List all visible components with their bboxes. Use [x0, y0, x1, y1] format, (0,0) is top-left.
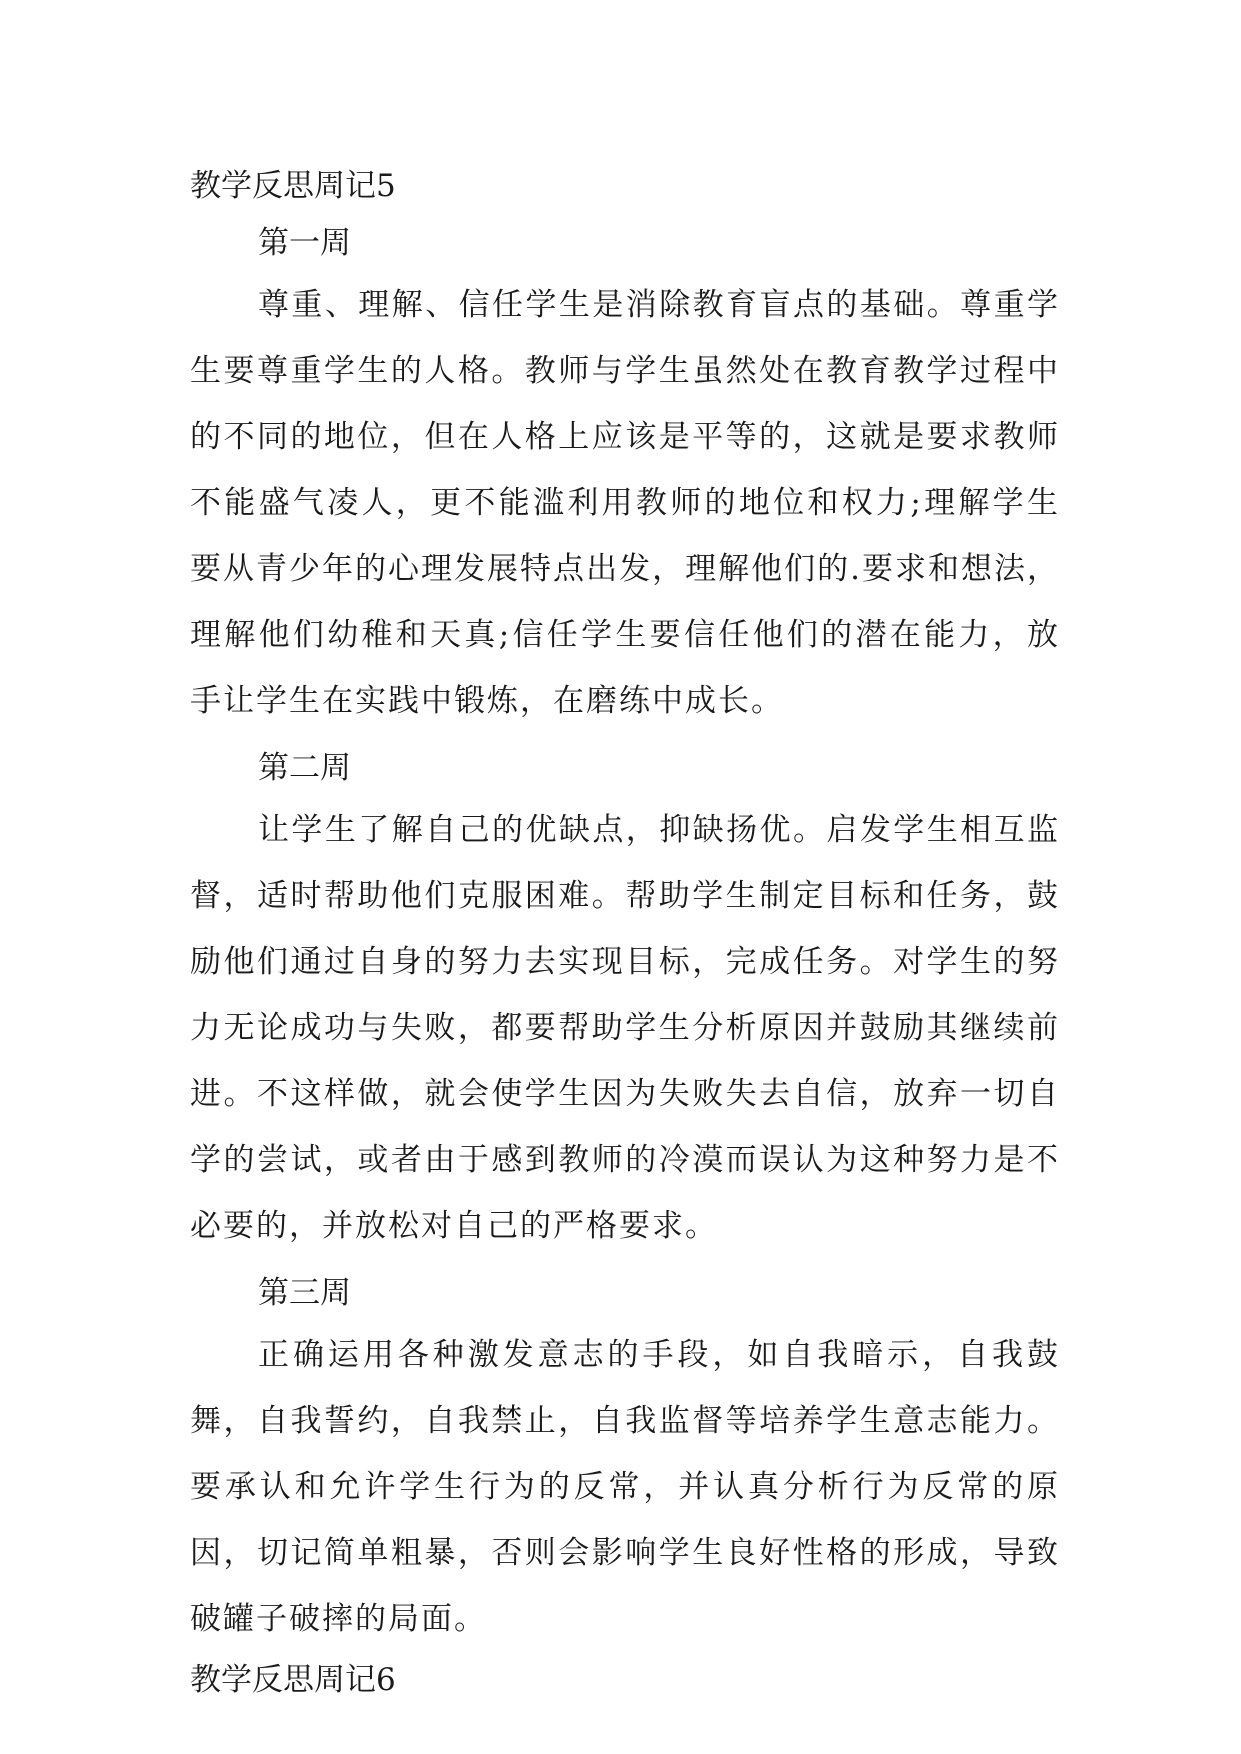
week-paragraph-1: 尊重、理解、信任学生是消除教育盲点的基础。尊重学生要尊重学生的人格。教师与学生虽然处在教育教学过程中的不同的地位，但在人格上应该是平等的，这就是要求教师不能盛气凌人，更不能滥利用教师的地位和权力;理解学生要从青少年的心理发展特点出发，理解他们的.要求和想法，理解他们幼稚和天真;信任学生要信任他们的潜在能力，放手让学生在实践中锻炼，在磨练中成长。 [190, 287, 1060, 719]
week-heading-1: 第一周 [258, 225, 351, 261]
next-document-title: 教学反思周记6 [190, 1662, 396, 1698]
document-page [190, 158, 1060, 1709]
week-paragraph-3: 正确运用各种激发意志的手段，如自我暗示，自我鼓舞，自我誓约，自我禁止，自我监督等培养学生意志能力。要承认和允许学生行为的反常，并认真分析行为反常的原因，切记简单粗暴，否则会影响学生良好性格的形成，导致破罐子破摔的局面。 [190, 1337, 1060, 1637]
document-title: 教学反思周记5 [190, 168, 396, 204]
week-heading-2: 第二周 [258, 750, 351, 786]
week-paragraph-2: 让学生了解自己的优缺点，抑缺扬优。启发学生相互监督，适时帮助他们克服困难。帮助学生制定目标和任务，鼓励他们通过自身的努力去实现目标，完成任务。对学生的努力无论成功与失败，都要帮助学生分析原因并鼓励其继续前进。不这样做，就会使学生因为失败失去自信，放弃一切自学的尝试，或者由于感到教师的冷漠而误认为这种努力是不必要的，并放松对自己的严格要求。 [190, 812, 1060, 1244]
week-heading-3: 第三周 [258, 1275, 351, 1311]
